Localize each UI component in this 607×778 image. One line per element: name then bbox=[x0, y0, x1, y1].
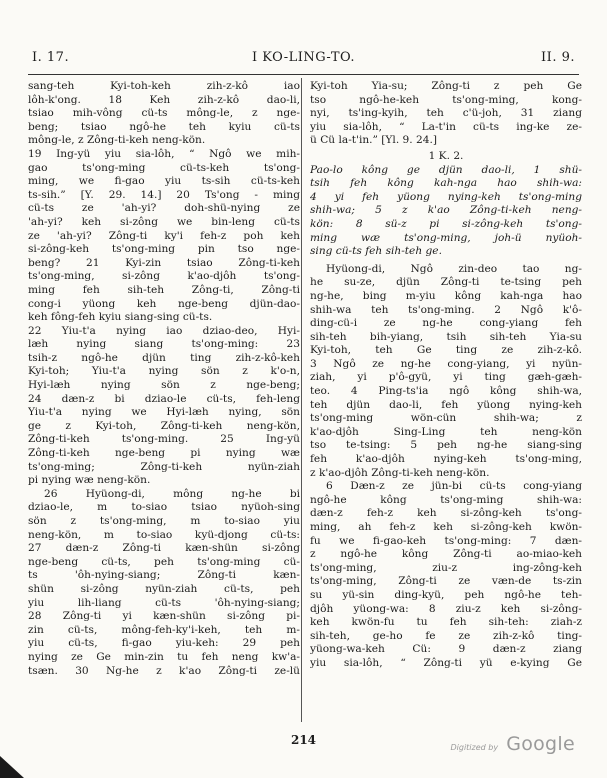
text-line: tso te-tsing: 5 peh ng-he siang-sing bbox=[310, 439, 582, 452]
text-line: nying ze Ge min-zin tu feh neng kw'a- bbox=[28, 650, 300, 663]
text-line: he su-ze, djün Zông-ti te-tsing peh bbox=[310, 276, 582, 289]
text-line: tsæn. 30 Ng-he z k'ao Zông-ti ze-lü bbox=[28, 664, 300, 677]
text-line: ziah, yi p'ô-gyü, yi ting gæh-gæh- bbox=[310, 371, 582, 384]
text-line: yiu sia-lôh, “ La-t'in cü-ts ing-ke ze- bbox=[310, 120, 582, 133]
left-column bbox=[28, 80, 300, 678]
header-chapter-left: I. 17. bbox=[32, 50, 70, 65]
text-line: pi nying wæ neng-kön. bbox=[28, 474, 151, 487]
text-line: yüong-wa-keh Cü: 9 dæn-z ziang bbox=[310, 643, 582, 656]
text-line: kön: 8 sü-z pi si-zông-keh ts'ong- bbox=[310, 217, 582, 230]
column-divider bbox=[301, 78, 302, 722]
text-line: z ngô-he kông Zông-ti ao-miao-keh bbox=[310, 548, 582, 561]
text-line: Kyi-toh; Yiu-t'a nying sön z k'o-n, bbox=[28, 365, 300, 378]
header-title: I KO-LING-TO. bbox=[251, 50, 356, 65]
text-line: cong-i yüong keh nge-beng djün-dao- bbox=[28, 297, 300, 310]
google-logo-text: Google bbox=[506, 733, 575, 755]
text-line: keh kwön-fu tu feh sih-teh: ziah-z bbox=[310, 616, 582, 629]
text-line: yiu sia-lôh, “ Zông-ti yü e-kying Ge bbox=[310, 656, 582, 669]
text-line: yiu lih-liang cü-ts 'ôh-nying-siang; bbox=[28, 596, 300, 609]
text-line: si-zông-keh ts'ong-ming pin tso nge- bbox=[28, 243, 300, 256]
text-line: ts 'ôh-nying-siang; Zông-ti kæn- bbox=[28, 569, 300, 582]
text-line: ts'ong-ming, si-zông k'ao-djôh ts'ong- bbox=[28, 270, 300, 283]
text-line: 1 K. 2. bbox=[428, 149, 464, 162]
text-line: shih-wa teh ts'ong-ming. 2 Ngô k'ô- bbox=[310, 303, 582, 316]
text-line: tsiao mih-vông cü-ts mông-le, z nge- bbox=[28, 107, 300, 120]
text-line: sih-teh bih-yiang, tsih sih-teh Yia-su bbox=[310, 330, 582, 343]
text-line: keh fông-feh kyiu siang-sing cü-ts. bbox=[28, 311, 213, 324]
text-line: ze 'ah-yi? Zông-ti ky'i feh-z poh keh bbox=[28, 229, 300, 242]
text-line: dæn-z feh-z keh si-zông-keh ts'ong- bbox=[310, 507, 582, 520]
text-line: tsih feh kông kah-nga hao shih-wa: bbox=[310, 177, 582, 190]
text-line: Hyüong-di, Ngô zin-deo tao ng- bbox=[326, 262, 582, 275]
text-line: z k'ao-djôh Zông-ti-keh neng-kön. bbox=[310, 466, 490, 479]
text-line: 28 Zông-ti yi kæn-shün si-zông pi- bbox=[28, 610, 300, 623]
text-line: 3 Ngô ze ng-he cong-yiang, yi nyün- bbox=[310, 357, 582, 370]
text-line: ge z Kyi-toh, Zông-ti-keh neng-kön, bbox=[28, 419, 300, 432]
page-corner-mark bbox=[0, 756, 24, 778]
text-line: tsih-z ngô-he djün ting zih-z-kô-keh bbox=[28, 351, 300, 364]
text-line: sang-teh Kyi-toh-keh zih-z-kô iao bbox=[28, 80, 300, 92]
text-line: læh nying siang ts'ong-ming: 23 bbox=[28, 338, 300, 351]
text-line: Zông-ti-keh nge-beng pi nying wæ bbox=[28, 447, 300, 460]
digitized-by-text: Digitized by bbox=[450, 743, 499, 752]
text-line: Zông-ti-keh ts'ong-ming. 25 Ing-yü bbox=[28, 433, 300, 446]
text-line: Kyi-toh Yia-su; Zông-ti z peh Ge bbox=[310, 80, 582, 92]
text-line: shih-wa; 5 z k'ao Zông-ti-keh neng- bbox=[310, 204, 582, 217]
text-line: sih-teh, ge-ho fe ze zih-z-kô ting- bbox=[310, 629, 582, 642]
text-line: sön z ts'ong-ming, m to-siao yiu bbox=[28, 515, 300, 527]
text-line: teo. 4 Ping-ts'ia ngô kông shih-wa, bbox=[310, 385, 582, 398]
text-line: 22 Yiu-t'a nying iao dziao-deo, Hyi- bbox=[28, 324, 300, 337]
text-line: ding-cü-i ze ng-he cong-yiang feh bbox=[310, 317, 582, 330]
text-line: djôh yüong-wa: 8 ziu-z keh si-zông- bbox=[310, 602, 582, 615]
text-line: ts'ong-ming; Zông-ti-keh nyün-ziah bbox=[28, 460, 300, 473]
text-line: yiu cü-ts, fi-gao yiu-keh: 29 peh bbox=[28, 637, 300, 650]
text-line: neng-kön, m to-siao kyü-djong cü-ts: bbox=[28, 528, 300, 541]
text-line: 27 dæn-z Zông-ti kæn-shün si-zông bbox=[28, 542, 300, 555]
text-line: Hyi-læh nying sön z nge-beng; bbox=[28, 379, 300, 392]
text-line: ngô-he kông ts'ong-ming shih-wa: bbox=[310, 493, 582, 506]
text-line: ming, ah feh-z keh si-zông-keh kwön- bbox=[310, 521, 582, 533]
text-line: feh k'ao-djôh nying-keh ts'ong-ming, bbox=[310, 453, 582, 466]
text-line: zin cü-ts, mông-feh-ky'i-keh, teh m- bbox=[28, 623, 300, 636]
text-line: sing cü-ts feh sih-teh ge. bbox=[310, 245, 442, 258]
text-line: 24 dæn-z bi dziao-le cü-ts, feh-leng bbox=[28, 392, 300, 405]
text-line: beng? 21 Kyi-zin tsiao Zông-ti-keh bbox=[28, 256, 300, 269]
running-header bbox=[28, 50, 579, 68]
header-chapter-right: II. 9. bbox=[541, 50, 575, 65]
page-number: 214 bbox=[290, 733, 317, 747]
text-line: 4 yi feh yüong nying-keh ts'ong-ming bbox=[310, 190, 582, 203]
text-line: ming wæ ts'ong-ming, joh-ü nyüoh- bbox=[310, 231, 582, 244]
digitized-watermark bbox=[450, 733, 575, 755]
text-line: Kyi-toh, teh Ge ting ze zih-z-kô. bbox=[310, 344, 582, 357]
text-line: tso ngô-he-keh ts'ong-ming, kong- bbox=[310, 93, 582, 106]
text-line: gao ts'ong-ming cü-ts-keh ts'ong- bbox=[28, 161, 300, 174]
text-line: lôh-k'ong. 18 Keh zih-z-kô dao-li, bbox=[28, 93, 300, 106]
text-line: ü Cü la-t'in.” [Yl. 9. 24.] bbox=[310, 134, 438, 147]
text-line: nyi, ts'ing-kyih, teh c'ü-joh, 31 ziang bbox=[310, 107, 582, 120]
text-line: cü-ts ze 'ah-yi? doh-shü-nying ze bbox=[28, 202, 300, 215]
text-line: 6 Dæn-z ze jün-bi cü-ts cong-yiang bbox=[326, 480, 582, 493]
text-line: ts-sih.” [Y. 29. 14.] 20 Ts'ong - ming bbox=[28, 188, 300, 201]
text-line: Pao-lo kông ge djün dao-li, 1 shü- bbox=[310, 163, 582, 176]
text-line: nge-beng cü-ts, peh ts'ong-ming cü- bbox=[28, 555, 300, 568]
text-line: 26 Hyüong-di, mông ng-he bi bbox=[44, 487, 300, 500]
text-line: dziao-le, m to-siao tsiao nyüoh-sing bbox=[28, 501, 300, 514]
text-line: ts'ong-ming, ziu-z ing-zông-keh bbox=[310, 561, 582, 574]
text-line: ming, we fi-gao yiu ts-sih cü-ts-keh bbox=[28, 175, 300, 188]
text-line: mông-le, z Zông-ti-keh neng-kön. bbox=[28, 134, 206, 147]
text-line: fu we fi-gao-keh ts'ong-ming: 7 dæn- bbox=[310, 534, 582, 547]
text-line: teh djün dao-li, feh yüong nying-keh bbox=[310, 398, 582, 411]
text-line: 'ah-yi? keh si-zông we bin-leng cü-ts bbox=[28, 215, 300, 228]
text-line: ts'ong-ming, Zông-ti ze væn-de ts-zin bbox=[310, 575, 582, 588]
text-line: 19 Ing-yü yiu sia-lôh, “ Ngô we mih- bbox=[28, 147, 300, 160]
right-column bbox=[310, 80, 582, 671]
text-line: ng-he, bing m-yiu kông kah-nga hao bbox=[310, 289, 582, 302]
text-line: k'ao-djôh Sing-Ling teh neng-kön bbox=[310, 425, 582, 438]
text-line: ts'ong-ming wön-cün shih-wa; z bbox=[310, 412, 582, 425]
text-line: beng; tsiao ngô-he teh kyiu cü-ts bbox=[28, 120, 300, 133]
header-rule bbox=[28, 74, 579, 75]
text-line: Yiu-t'a nying we Hyi-læh nying, sön bbox=[28, 406, 300, 419]
text-line: su yü-sin ding-kyü, peh ngô-he teh- bbox=[310, 588, 582, 601]
text-line: shün si-zông nyün-ziah cü-ts, peh bbox=[28, 582, 300, 595]
text-line: ming feh sih-teh Zông-ti, Zông-ti bbox=[28, 283, 300, 296]
